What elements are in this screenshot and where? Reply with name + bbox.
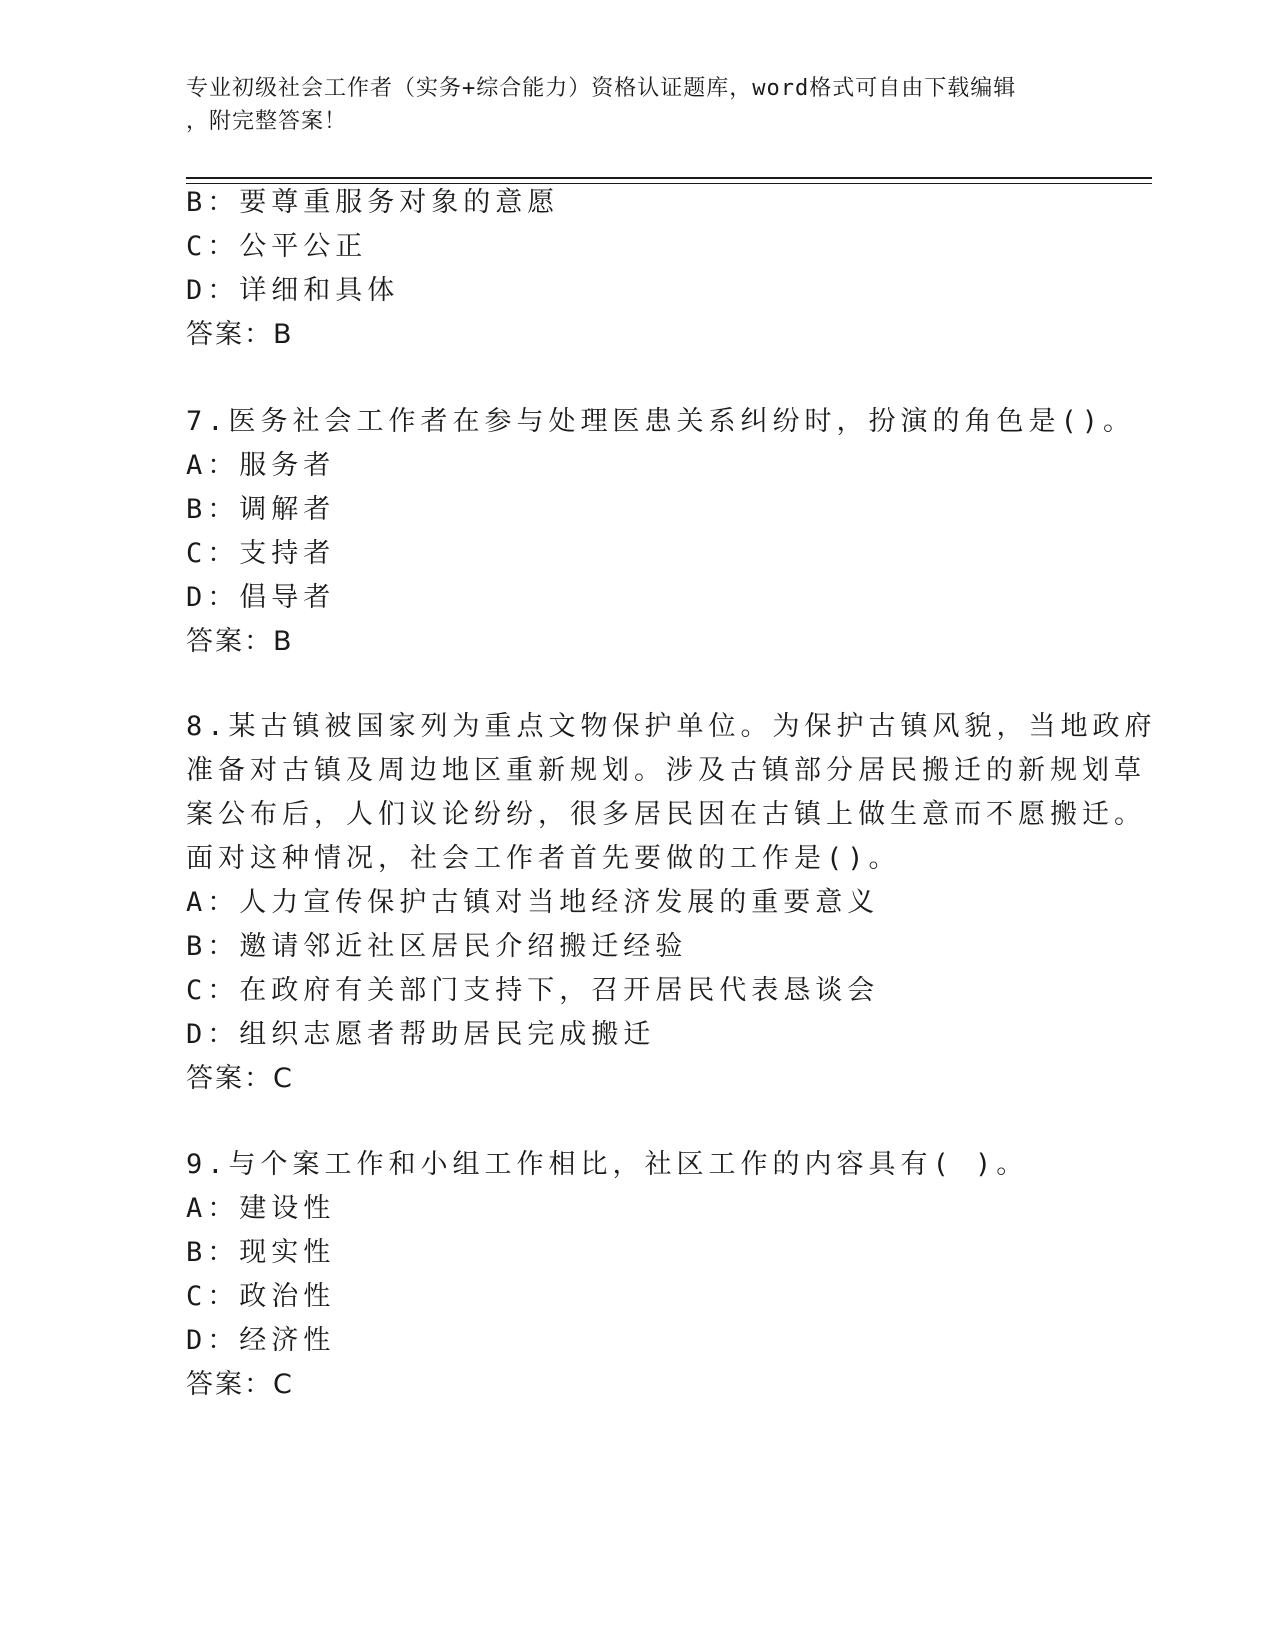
q7-option-b: B：调解者	[186, 494, 336, 525]
q9-answer: 答案：C	[186, 1369, 294, 1400]
q8-option-a: A：人力宣传保护古镇对当地经济发展的重要意义	[186, 887, 880, 918]
q7-option-d: D：倡导者	[186, 582, 336, 613]
q7-answer: 答案：B	[186, 626, 294, 657]
q9-option-b: B：现实性	[186, 1237, 336, 1268]
q6-option-c: C：公平公正	[186, 231, 368, 262]
q8-stem-line-4: 面对这种情况，社会工作者首先要做的工作是()。	[186, 843, 901, 874]
q7-option-a: A：服务者	[186, 450, 336, 481]
q8-option-b: B：邀请邻近社区居民介绍搬迁经验	[186, 931, 688, 962]
q8-option-d: D：组织志愿者帮助居民完成搬迁	[186, 1019, 656, 1050]
header-title-line-1: 专业初级社会工作者（实务+综合能力）资格认证题库，word格式可自由下载编辑	[186, 76, 1017, 101]
q6-option-d: D：详细和具体	[186, 275, 400, 306]
q8-stem-line-1: 8.某古镇被国家列为重点文物保护单位。为保护古镇风貌，当地政府	[186, 711, 1157, 742]
header-rule-thin	[186, 183, 1152, 184]
q9-option-c: C：政治性	[186, 1281, 336, 1312]
q8-answer: 答案：C	[186, 1063, 294, 1094]
header-title-line-2: ，附完整答案！	[186, 109, 348, 134]
document-header	[186, 72, 1086, 138]
q9-option-a: A：建设性	[186, 1193, 336, 1224]
q9-option-d: D：经济性	[186, 1325, 336, 1356]
q7-stem: 7.医务社会工作者在参与处理医患关系纠纷时，扮演的角色是()。	[186, 406, 1136, 437]
q8-option-c: C：在政府有关部门支持下，召开居民代表恳谈会	[186, 975, 880, 1006]
q6-option-b: B：要尊重服务对象的意愿	[186, 187, 560, 218]
q6-answer: 答案：B	[186, 319, 294, 350]
q9-stem: 9.与个案工作和小组工作相比，社区工作的内容具有( )。	[186, 1149, 1029, 1180]
q8-stem-line-3: 案公布后，人们议论纷纷，很多居民因在古镇上做生意而不愿搬迁。	[186, 799, 1146, 830]
header-rule-thick	[186, 177, 1152, 179]
q8-stem-line-2: 准备对古镇及周边地区重新规划。涉及古镇部分居民搬迁的新规划草	[186, 755, 1146, 786]
q7-option-c: C：支持者	[186, 538, 336, 569]
